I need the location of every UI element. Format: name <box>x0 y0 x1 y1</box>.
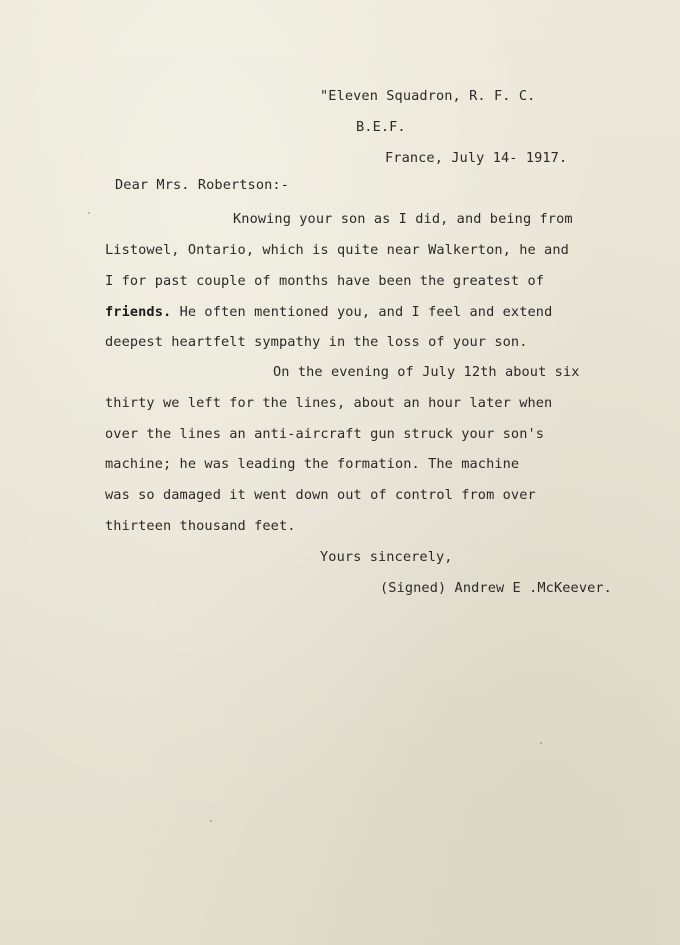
body-line: Knowing your son as I did, and being from <box>233 211 573 227</box>
body-line: Listowel, Ontario, which is quite near Walkerton, he and <box>105 242 569 258</box>
paper-speck <box>88 212 90 214</box>
body-line: thirteen thousand feet. <box>105 518 296 534</box>
body-line: machine; he was leading the formation. The machine <box>105 456 520 472</box>
heading-squadron: "Eleven Squadron, R. F. C. <box>320 88 536 104</box>
body-line-rest: He often mentioned you, and I feel and extend <box>171 304 553 320</box>
heading-bef: B.E.F. <box>356 119 406 135</box>
paper-speck <box>210 820 212 822</box>
body-line: I for past couple of months have been the greatest of <box>105 273 545 289</box>
body-line: was so damaged it went down out of control from over <box>105 487 536 503</box>
body-line <box>105 304 552 320</box>
emphasized-word: friends. <box>105 304 172 320</box>
body-line: thirty we left for the lines, about an hour later when <box>105 395 553 411</box>
signature-line: (Signed) Andrew E .McKeever. <box>380 580 612 596</box>
body-line: over the lines an anti-aircraft gun struck your son's <box>105 426 545 442</box>
paper-speck <box>540 742 542 744</box>
body-line: deepest heartfelt sympathy in the loss of your son. <box>105 334 528 350</box>
heading-date: France, July 14- 1917. <box>385 150 568 166</box>
salutation: Dear Mrs. Robertson:- <box>115 177 289 193</box>
body-line: On the evening of July 12th about six <box>273 364 580 380</box>
closing: Yours sincerely, <box>320 549 453 565</box>
